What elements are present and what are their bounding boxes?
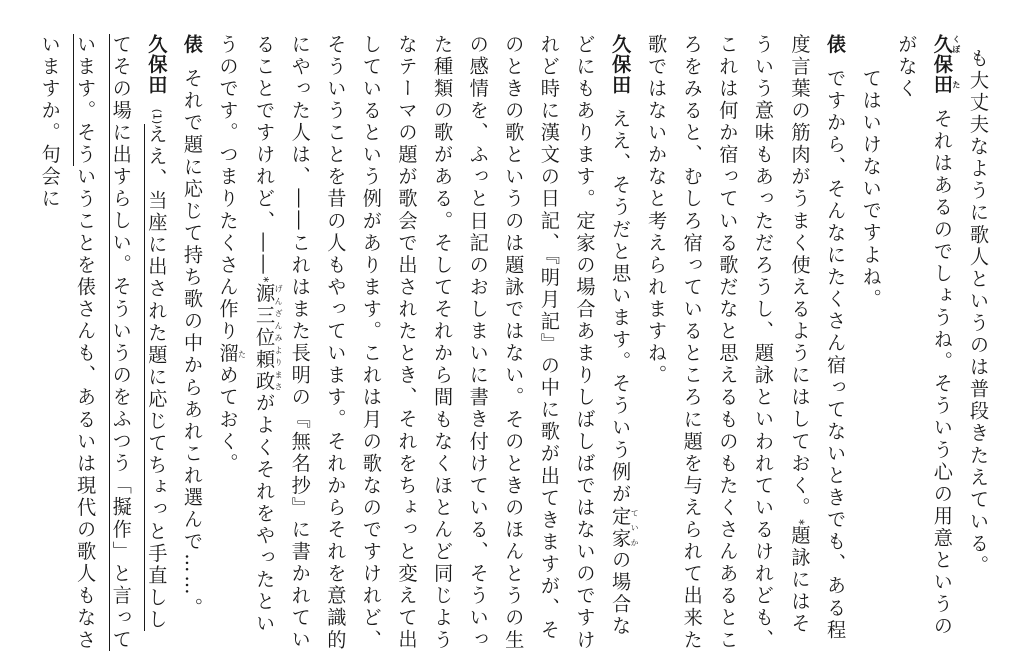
text-line: 文の日記、『明月記』の中に歌が出てきますが、そのときの歌という (502, 34, 561, 642)
speaker-kubota: 久くぼ保田た (930, 34, 961, 95)
paragraph-tawara-1 (639, 34, 854, 653)
text-line: ですから、そんなにたくさん宿ってないときでも、ある程度言葉の筋 (788, 34, 848, 642)
text-line: めておく。 (216, 364, 240, 476)
speaker-kubota: 久保田 (609, 34, 633, 95)
paragraph-kubota-3 (32, 34, 174, 653)
text-line: は月の歌なのですけれど、そういうことを昔の人もやっています。 (324, 34, 383, 652)
footnote-marker: (1) (150, 108, 164, 125)
paragraph-kubota-2 (210, 34, 639, 653)
asterisk-mark: * (257, 276, 272, 283)
text-line: 抄』に書かれていることですけれど、―― (253, 34, 312, 652)
text-line: のおしまいに書き付けている、そういった種類の歌がある。そして (431, 34, 490, 652)
text-line: やったというのです。つまりたくさん作り (216, 34, 277, 636)
text-line: 肉がうまく使えるようにはしておく。 (788, 144, 812, 520)
text-line: それからそれを意識的にやった人は、――これはまた長明の『無名 (288, 34, 348, 652)
text-line: ええ、そうだと思います。そういう例が (609, 108, 633, 506)
paragraph-continued (960, 48, 996, 653)
text-line: がよくそれを (253, 392, 277, 526)
text-line: それから間もなくほとんど同じようなテーマの題が歌会で出された (395, 34, 455, 652)
ruby-yorimasa: 源三位頼政げんざんみよりまさ (253, 282, 284, 393)
ruby-tame: 溜た (216, 342, 247, 365)
text-line: それで題に応じて持ち歌の中からあれこれ選んで……。 (180, 68, 204, 620)
speaker-tawara: 俵 (180, 34, 204, 55)
text-line: てはいけないですよね。 (859, 68, 883, 311)
asterisk-mark: * (792, 519, 807, 526)
text-line: も大丈夫なように歌人というのは普段きたえている。 (967, 48, 990, 578)
text-line: それはあるのでしょうね。そういう心の用意というのがなく (895, 34, 954, 638)
text-line: の場合などにも (573, 34, 633, 638)
paragraph-tawara-2 (174, 34, 210, 653)
text-line: のは題詠ではない。そのときのほんとうの生の感情を、ふっと日記 (466, 34, 526, 652)
text-line: とき、それをちょっと変えて出しているという例があります。これ (359, 34, 419, 652)
text-line: と思えるものもたくさんあるところをみると、むしろ宿っているところ (680, 34, 740, 652)
ruby-teika: 定家ていか (609, 505, 640, 550)
text-line: 題詠にはそういう意味もあった (751, 34, 812, 636)
text-line: あります。定家の場合あまりしばしばではないのですけれど時に漢 (537, 34, 597, 652)
text-line: いうことを俵さんも、あるいは現代の歌人もなさいますか。句会に (38, 34, 98, 652)
speaker-tawara: 俵 (824, 34, 848, 55)
text-line: に題を与えられて出来た歌ではないかなと考えられますね。 (645, 34, 704, 652)
text-line-sidelined: に出すらしい。そういうのをふつう「擬作」と言っています。そう (74, 34, 133, 652)
text-line-sidelined: ええ、当座に出された題に応じてちょっと手直ししてその場 (109, 34, 169, 632)
paragraph-kubota-1 (853, 34, 960, 653)
text-line: だろうし、題詠といわれているけれども、これは何か宿っている歌だな (716, 34, 775, 652)
speaker-kubota: 久保田 (145, 34, 169, 95)
